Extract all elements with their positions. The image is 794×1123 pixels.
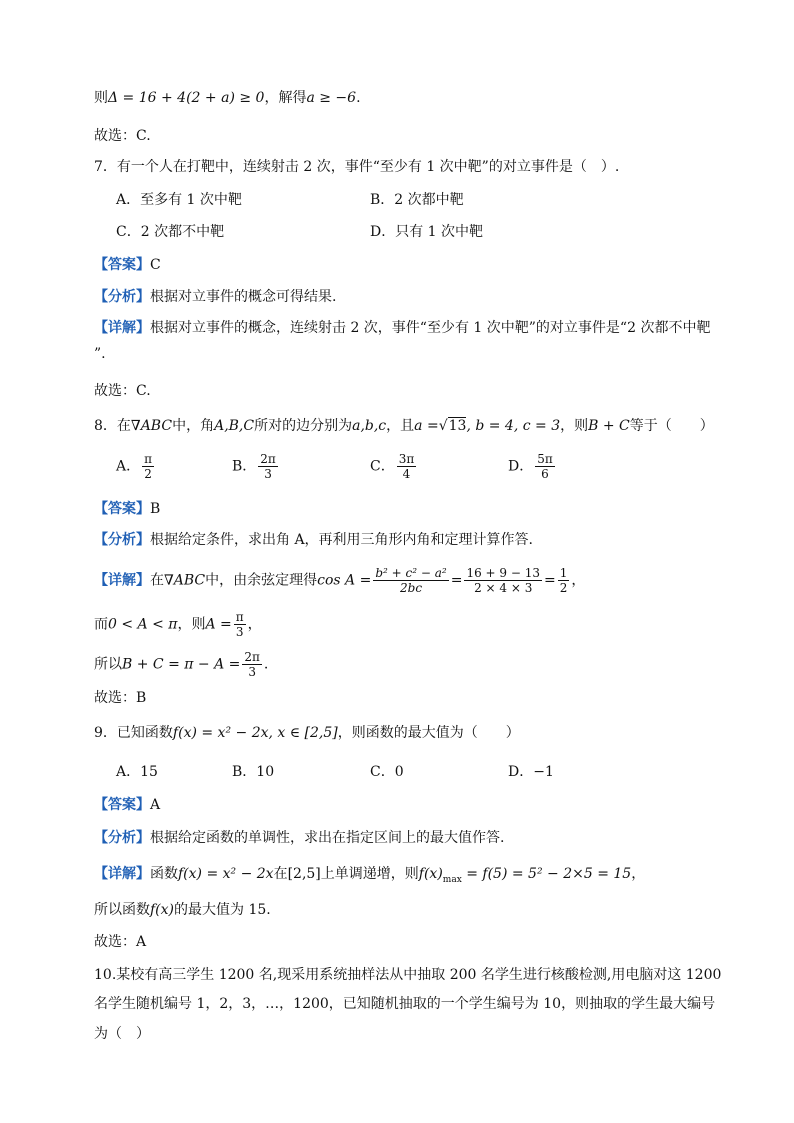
q8-angle-fraction: $\frac{\pi}{3}$ bbox=[235, 610, 244, 639]
q9-option-c: C．0 bbox=[370, 764, 404, 780]
q8-stem: 8．在∇ABC中，角A,B,C所对的边分别为a,b,c，且a =√13, b = 4, c = 3，则B + C等于（ ） bbox=[94, 418, 714, 434]
q8-option-a-fraction: $\frac{\pi}{2}$ bbox=[144, 452, 153, 481]
q7-detail-cont: ”. bbox=[94, 346, 106, 362]
q7-analysis: 【分析】根据对立事件的概念可得结果. bbox=[94, 289, 337, 305]
q10-stem-line3: 为（ ） bbox=[94, 1026, 150, 1042]
q8-result-fraction: $\frac{1}{2}$ bbox=[559, 566, 568, 595]
prev-choose-line: 故选：C. bbox=[94, 128, 151, 144]
q8-choose: 故选：B bbox=[94, 690, 147, 706]
q8-option-c: C． $\frac{3\pi}{4}$ bbox=[370, 452, 415, 481]
q8-detail-line3: 所以B + C = π − A = $\frac{2\pi}{3}$ . bbox=[94, 650, 269, 679]
q8-option-d: D． $\frac{5\pi}{6}$ bbox=[508, 452, 553, 481]
q7-option-a: A．至多有 1 次中靶 bbox=[116, 192, 242, 208]
q8-analysis: 【分析】根据给定条件，求出角 A，再利用三角形内角和定理计算作答. bbox=[94, 532, 534, 548]
q9-choose: 故选：A bbox=[94, 934, 147, 950]
q8-option-b: B． $\frac{2\pi}{3}$ bbox=[232, 452, 276, 481]
q9-detail-line2: 所以函数f(x)的最大值为 15. bbox=[94, 902, 271, 918]
prev-solution-line: 则Δ = 16 + 4(2 + a) ≥ 0，解得a ≥ −6. bbox=[94, 90, 361, 106]
q8-detail: 【详解】在∇ABC中，由余弦定理得cos A = $\frac{\text{b² + c² − a²}}{2bc}$ = $\frac{16 + 9 - 13}{2 \times 4 \times 3}$ = $\frac{1}{2}$ ， bbox=[94, 566, 586, 595]
q7-option-c: C．2 次都不中靶 bbox=[116, 224, 225, 240]
q7-option-b: B．2 次都中靶 bbox=[370, 192, 464, 208]
q10-stem-line1: 10.某校有高三学生 1200 名,现采用系统抽样法从中抽取 200 名学生进行核酸检测,用电脑对这 1200 bbox=[94, 967, 722, 983]
q8-detail-line2: 而0 < A < π，则A = $\frac{\pi}{3}$ ， bbox=[94, 610, 262, 639]
q8-answer: 【答案】B bbox=[94, 501, 161, 517]
q8-cos-fraction: $\frac{\text{b² + c² − a²}}{2bc}$ bbox=[375, 566, 447, 595]
q9-option-b: B．10 bbox=[232, 764, 275, 780]
q8-option-d-fraction: $\frac{5\pi}{6}$ bbox=[537, 452, 553, 481]
q7-stem: 7．有一个人在打靶中，连续射击 2 次，事件“至少有 1 次中靶”的对立事件是（ ）. bbox=[94, 159, 620, 175]
q8-numeric-fraction: $\frac{16 + 9 - 13}{2 \times 4 \times 3}$ bbox=[466, 566, 540, 595]
q8-option-a: A． $\frac{\pi}{2}$ bbox=[116, 452, 153, 481]
q8-option-b-fraction: $\frac{2\pi}{3}$ bbox=[260, 452, 276, 481]
q9-analysis: 【分析】根据给定函数的单调性，求出在指定区间上的最大值作答. bbox=[94, 830, 505, 846]
q8-sum-fraction: $\frac{2\pi}{3}$ bbox=[244, 650, 260, 679]
q7-answer: 【答案】C bbox=[94, 257, 161, 273]
q7-option-d: D．只有 1 次中靶 bbox=[370, 224, 484, 240]
q9-option-d: D．−1 bbox=[508, 764, 554, 780]
q9-stem: 9．已知函数f(x) = x² − 2x, x ∈ [2,5]，则函数的最大值为（ ） bbox=[94, 725, 520, 741]
q8-option-c-fraction: $\frac{3\pi}{4}$ bbox=[398, 452, 415, 481]
q10-stem-line2: 名学生随机编号 1，2，3，…，1200，已知随机抽取的一个学生编号为 10，则抽取的学生最大编号 bbox=[94, 996, 716, 1012]
q7-detail: 【详解】根据对立事件的概念，连续射击 2 次，事件“至少有 1 次中靶”的对立事件是“2 次都不中靶 bbox=[94, 320, 711, 336]
q9-answer: 【答案】A bbox=[94, 797, 161, 813]
q9-detail: 【详解】函数f(x) = x² − 2x在[2,5]上单调递增，则$f(x)_{max} = f(5) = 5^2 - 2\times 5 = 15$， bbox=[94, 866, 646, 885]
q9-option-a: A．15 bbox=[116, 764, 158, 780]
q7-choose: 故选：C. bbox=[94, 383, 151, 399]
